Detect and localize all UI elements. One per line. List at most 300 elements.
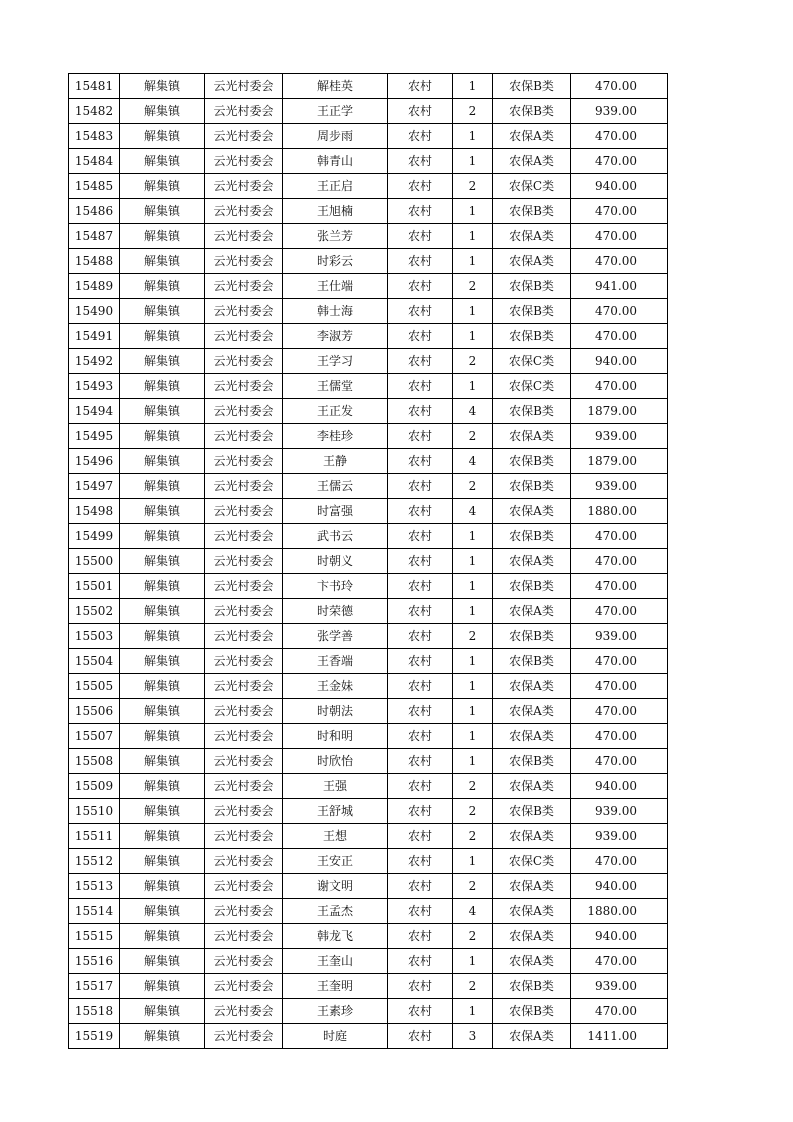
insurance-category-cell: 农保A类 — [493, 699, 571, 724]
amount-cell: 470.00 — [571, 149, 668, 174]
household-type-cell: 农村 — [388, 924, 453, 949]
table-row — [69, 949, 668, 974]
member-count-cell: 4 — [453, 399, 493, 424]
person-name-cell: 李淑芳 — [283, 324, 388, 349]
household-type-cell: 农村 — [388, 449, 453, 474]
member-count-cell: 2 — [453, 774, 493, 799]
amount-cell: 939.00 — [571, 424, 668, 449]
village-committee-cell: 云光村委会 — [205, 774, 283, 799]
town-cell: 解集镇 — [120, 299, 205, 324]
insurance-category-cell: 农保A类 — [493, 774, 571, 799]
table-row — [69, 674, 668, 699]
table-row — [69, 399, 668, 424]
table-row — [69, 899, 668, 924]
amount-cell: 470.00 — [571, 549, 668, 574]
household-type-cell: 农村 — [388, 524, 453, 549]
insurance-category-cell: 农保B类 — [493, 74, 571, 99]
town-cell: 解集镇 — [120, 824, 205, 849]
town-cell: 解集镇 — [120, 774, 205, 799]
record-number-cell: 15512 — [69, 849, 120, 874]
table-row — [69, 299, 668, 324]
village-committee-cell: 云光村委会 — [205, 799, 283, 824]
village-committee-cell: 云光村委会 — [205, 1024, 283, 1049]
amount-cell: 470.00 — [571, 649, 668, 674]
record-number-cell: 15494 — [69, 399, 120, 424]
town-cell: 解集镇 — [120, 74, 205, 99]
member-count-cell: 1 — [453, 224, 493, 249]
person-name-cell: 王想 — [283, 824, 388, 849]
person-name-cell: 王奎明 — [283, 974, 388, 999]
village-committee-cell: 云光村委会 — [205, 499, 283, 524]
town-cell: 解集镇 — [120, 324, 205, 349]
record-number-cell: 15502 — [69, 599, 120, 624]
village-committee-cell: 云光村委会 — [205, 324, 283, 349]
insurance-category-cell: 农保A类 — [493, 724, 571, 749]
insurance-category-cell: 农保A类 — [493, 424, 571, 449]
record-number-cell: 15504 — [69, 649, 120, 674]
person-name-cell: 王正学 — [283, 99, 388, 124]
person-name-cell: 周步雨 — [283, 124, 388, 149]
insurance-category-cell: 农保B类 — [493, 299, 571, 324]
record-number-cell: 15513 — [69, 874, 120, 899]
record-number-cell: 15499 — [69, 524, 120, 549]
table-row — [69, 974, 668, 999]
table-row — [69, 524, 668, 549]
member-count-cell: 4 — [453, 899, 493, 924]
table-row — [69, 499, 668, 524]
table-row — [69, 199, 668, 224]
person-name-cell: 王素珍 — [283, 999, 388, 1024]
member-count-cell: 1 — [453, 324, 493, 349]
person-name-cell: 王学习 — [283, 349, 388, 374]
insurance-category-cell: 农保A类 — [493, 874, 571, 899]
insurance-category-cell: 农保A类 — [493, 824, 571, 849]
amount-cell: 1880.00 — [571, 899, 668, 924]
amount-cell: 470.00 — [571, 524, 668, 549]
household-type-cell: 农村 — [388, 849, 453, 874]
insurance-category-cell: 农保C类 — [493, 349, 571, 374]
record-number-cell: 15515 — [69, 924, 120, 949]
member-count-cell: 1 — [453, 999, 493, 1024]
household-type-cell: 农村 — [388, 749, 453, 774]
village-committee-cell: 云光村委会 — [205, 474, 283, 499]
amount-cell: 1879.00 — [571, 449, 668, 474]
household-type-cell: 农村 — [388, 274, 453, 299]
table-row — [69, 624, 668, 649]
record-number-cell: 15481 — [69, 74, 120, 99]
household-type-cell: 农村 — [388, 299, 453, 324]
amount-cell: 939.00 — [571, 974, 668, 999]
amount-cell: 470.00 — [571, 849, 668, 874]
town-cell: 解集镇 — [120, 249, 205, 274]
person-name-cell: 王舒城 — [283, 799, 388, 824]
household-type-cell: 农村 — [388, 874, 453, 899]
town-cell: 解集镇 — [120, 574, 205, 599]
household-type-cell: 农村 — [388, 799, 453, 824]
village-committee-cell: 云光村委会 — [205, 599, 283, 624]
insurance-category-cell: 农保C类 — [493, 174, 571, 199]
member-count-cell: 2 — [453, 349, 493, 374]
table-body — [69, 74, 668, 1049]
village-committee-cell: 云光村委会 — [205, 349, 283, 374]
village-committee-cell: 云光村委会 — [205, 449, 283, 474]
household-type-cell: 农村 — [388, 824, 453, 849]
village-committee-cell: 云光村委会 — [205, 824, 283, 849]
amount-cell: 470.00 — [571, 999, 668, 1024]
member-count-cell: 1 — [453, 299, 493, 324]
amount-cell: 1411.00 — [571, 1024, 668, 1049]
amount-cell: 940.00 — [571, 924, 668, 949]
village-committee-cell: 云光村委会 — [205, 399, 283, 424]
member-count-cell: 1 — [453, 124, 493, 149]
record-number-cell: 15501 — [69, 574, 120, 599]
household-type-cell: 农村 — [388, 624, 453, 649]
record-number-cell: 15489 — [69, 274, 120, 299]
table-row — [69, 1024, 668, 1049]
amount-cell: 1880.00 — [571, 499, 668, 524]
person-name-cell: 王强 — [283, 774, 388, 799]
member-count-cell: 1 — [453, 524, 493, 549]
amount-cell: 470.00 — [571, 249, 668, 274]
table-row — [69, 99, 668, 124]
town-cell: 解集镇 — [120, 899, 205, 924]
record-number-cell: 15495 — [69, 424, 120, 449]
table-row — [69, 549, 668, 574]
household-type-cell: 农村 — [388, 499, 453, 524]
member-count-cell: 1 — [453, 649, 493, 674]
insurance-category-cell: 农保A类 — [493, 924, 571, 949]
person-name-cell: 时朝法 — [283, 699, 388, 724]
village-committee-cell: 云光村委会 — [205, 174, 283, 199]
table-row — [69, 824, 668, 849]
household-type-cell: 农村 — [388, 974, 453, 999]
table-row — [69, 324, 668, 349]
table-row — [69, 849, 668, 874]
person-name-cell: 王孟杰 — [283, 899, 388, 924]
amount-cell: 470.00 — [571, 699, 668, 724]
member-count-cell: 1 — [453, 374, 493, 399]
village-committee-cell: 云光村委会 — [205, 249, 283, 274]
insurance-category-cell: 农保B类 — [493, 999, 571, 1024]
record-number-cell: 15519 — [69, 1024, 120, 1049]
village-committee-cell: 云光村委会 — [205, 724, 283, 749]
village-committee-cell: 云光村委会 — [205, 924, 283, 949]
household-type-cell: 农村 — [388, 674, 453, 699]
member-count-cell: 2 — [453, 799, 493, 824]
insurance-category-cell: 农保A类 — [493, 149, 571, 174]
amount-cell: 470.00 — [571, 199, 668, 224]
record-number-cell: 15486 — [69, 199, 120, 224]
table-row — [69, 274, 668, 299]
insurance-category-cell: 农保B类 — [493, 274, 571, 299]
village-committee-cell: 云光村委会 — [205, 199, 283, 224]
person-name-cell: 王安正 — [283, 849, 388, 874]
record-number-cell: 15516 — [69, 949, 120, 974]
record-number-cell: 15497 — [69, 474, 120, 499]
person-name-cell: 武书云 — [283, 524, 388, 549]
insurance-category-cell: 农保A类 — [493, 549, 571, 574]
amount-cell: 470.00 — [571, 124, 668, 149]
table-row — [69, 449, 668, 474]
village-committee-cell: 云光村委会 — [205, 549, 283, 574]
table-row — [69, 924, 668, 949]
village-committee-cell: 云光村委会 — [205, 124, 283, 149]
village-committee-cell: 云光村委会 — [205, 424, 283, 449]
member-count-cell: 2 — [453, 474, 493, 499]
record-number-cell: 15503 — [69, 624, 120, 649]
amount-cell: 939.00 — [571, 99, 668, 124]
insurance-category-cell: 农保A类 — [493, 1024, 571, 1049]
table-row — [69, 649, 668, 674]
table-row — [69, 599, 668, 624]
town-cell: 解集镇 — [120, 499, 205, 524]
record-number-cell: 15511 — [69, 824, 120, 849]
household-type-cell: 农村 — [388, 599, 453, 624]
record-number-cell: 15506 — [69, 699, 120, 724]
table-row — [69, 149, 668, 174]
town-cell: 解集镇 — [120, 999, 205, 1024]
amount-cell: 470.00 — [571, 574, 668, 599]
insurance-category-cell: 农保A类 — [493, 249, 571, 274]
record-number-cell: 15488 — [69, 249, 120, 274]
insurance-category-cell: 农保C类 — [493, 374, 571, 399]
record-number-cell: 15493 — [69, 374, 120, 399]
village-committee-cell: 云光村委会 — [205, 899, 283, 924]
amount-cell: 939.00 — [571, 824, 668, 849]
village-committee-cell: 云光村委会 — [205, 674, 283, 699]
amount-cell: 939.00 — [571, 474, 668, 499]
insurance-category-cell: 农保B类 — [493, 324, 571, 349]
town-cell: 解集镇 — [120, 674, 205, 699]
town-cell: 解集镇 — [120, 199, 205, 224]
amount-cell: 470.00 — [571, 299, 668, 324]
record-number-cell: 15510 — [69, 799, 120, 824]
insurance-category-cell: 农保B类 — [493, 449, 571, 474]
village-committee-cell: 云光村委会 — [205, 749, 283, 774]
table-row — [69, 749, 668, 774]
member-count-cell: 2 — [453, 824, 493, 849]
record-number-cell: 15484 — [69, 149, 120, 174]
record-number-cell: 15518 — [69, 999, 120, 1024]
amount-cell: 941.00 — [571, 274, 668, 299]
person-name-cell: 卞书玲 — [283, 574, 388, 599]
table-row — [69, 574, 668, 599]
town-cell: 解集镇 — [120, 799, 205, 824]
household-type-cell: 农村 — [388, 949, 453, 974]
amount-cell: 939.00 — [571, 624, 668, 649]
household-type-cell: 农村 — [388, 174, 453, 199]
person-name-cell: 时富强 — [283, 499, 388, 524]
insurance-category-cell: 农保A类 — [493, 899, 571, 924]
person-name-cell: 时朝义 — [283, 549, 388, 574]
member-count-cell: 2 — [453, 874, 493, 899]
person-name-cell: 时欣怡 — [283, 749, 388, 774]
household-type-cell: 农村 — [388, 1024, 453, 1049]
village-committee-cell: 云光村委会 — [205, 874, 283, 899]
town-cell: 解集镇 — [120, 374, 205, 399]
town-cell: 解集镇 — [120, 1024, 205, 1049]
record-number-cell: 15505 — [69, 674, 120, 699]
member-count-cell: 1 — [453, 749, 493, 774]
member-count-cell: 2 — [453, 424, 493, 449]
town-cell: 解集镇 — [120, 949, 205, 974]
person-name-cell: 韩青山 — [283, 149, 388, 174]
insurance-category-cell: 农保B类 — [493, 974, 571, 999]
person-name-cell: 王儒堂 — [283, 374, 388, 399]
record-number-cell: 15496 — [69, 449, 120, 474]
benefit-table — [68, 73, 668, 1049]
member-count-cell: 1 — [453, 599, 493, 624]
member-count-cell: 1 — [453, 849, 493, 874]
member-count-cell: 1 — [453, 249, 493, 274]
record-number-cell: 15517 — [69, 974, 120, 999]
town-cell: 解集镇 — [120, 474, 205, 499]
amount-cell: 470.00 — [571, 224, 668, 249]
household-type-cell: 农村 — [388, 224, 453, 249]
insurance-category-cell: 农保B类 — [493, 749, 571, 774]
village-committee-cell: 云光村委会 — [205, 74, 283, 99]
village-committee-cell: 云光村委会 — [205, 949, 283, 974]
person-name-cell: 张学善 — [283, 624, 388, 649]
amount-cell: 470.00 — [571, 324, 668, 349]
record-number-cell: 15491 — [69, 324, 120, 349]
member-count-cell: 1 — [453, 199, 493, 224]
village-committee-cell: 云光村委会 — [205, 624, 283, 649]
member-count-cell: 1 — [453, 574, 493, 599]
village-committee-cell: 云光村委会 — [205, 99, 283, 124]
village-committee-cell: 云光村委会 — [205, 849, 283, 874]
town-cell: 解集镇 — [120, 849, 205, 874]
town-cell: 解集镇 — [120, 274, 205, 299]
household-type-cell: 农村 — [388, 349, 453, 374]
member-count-cell: 1 — [453, 949, 493, 974]
insurance-category-cell: 农保B类 — [493, 524, 571, 549]
insurance-category-cell: 农保B类 — [493, 799, 571, 824]
village-committee-cell: 云光村委会 — [205, 374, 283, 399]
insurance-category-cell: 农保B类 — [493, 399, 571, 424]
record-number-cell: 15498 — [69, 499, 120, 524]
town-cell: 解集镇 — [120, 724, 205, 749]
village-committee-cell: 云光村委会 — [205, 274, 283, 299]
household-type-cell: 农村 — [388, 199, 453, 224]
town-cell: 解集镇 — [120, 149, 205, 174]
person-name-cell: 张兰芳 — [283, 224, 388, 249]
person-name-cell: 王正发 — [283, 399, 388, 424]
town-cell: 解集镇 — [120, 399, 205, 424]
village-committee-cell: 云光村委会 — [205, 149, 283, 174]
household-type-cell: 农村 — [388, 899, 453, 924]
member-count-cell: 2 — [453, 924, 493, 949]
household-type-cell: 农村 — [388, 424, 453, 449]
member-count-cell: 3 — [453, 1024, 493, 1049]
person-name-cell: 时和明 — [283, 724, 388, 749]
amount-cell: 940.00 — [571, 174, 668, 199]
insurance-category-cell: 农保A类 — [493, 224, 571, 249]
household-type-cell: 农村 — [388, 249, 453, 274]
amount-cell: 940.00 — [571, 874, 668, 899]
town-cell: 解集镇 — [120, 699, 205, 724]
village-committee-cell: 云光村委会 — [205, 974, 283, 999]
amount-cell: 470.00 — [571, 599, 668, 624]
record-number-cell: 15483 — [69, 124, 120, 149]
household-type-cell: 农村 — [388, 699, 453, 724]
town-cell: 解集镇 — [120, 599, 205, 624]
household-type-cell: 农村 — [388, 999, 453, 1024]
amount-cell: 470.00 — [571, 674, 668, 699]
person-name-cell: 王儒云 — [283, 474, 388, 499]
household-type-cell: 农村 — [388, 124, 453, 149]
village-committee-cell: 云光村委会 — [205, 699, 283, 724]
amount-cell: 470.00 — [571, 74, 668, 99]
table-row — [69, 249, 668, 274]
insurance-category-cell: 农保B类 — [493, 474, 571, 499]
person-name-cell: 王仕端 — [283, 274, 388, 299]
household-type-cell: 农村 — [388, 149, 453, 174]
table-row — [69, 874, 668, 899]
insurance-category-cell: 农保A类 — [493, 949, 571, 974]
town-cell: 解集镇 — [120, 749, 205, 774]
household-type-cell: 农村 — [388, 99, 453, 124]
town-cell: 解集镇 — [120, 549, 205, 574]
town-cell: 解集镇 — [120, 874, 205, 899]
person-name-cell: 谢文明 — [283, 874, 388, 899]
table-row — [69, 74, 668, 99]
table-row — [69, 374, 668, 399]
table-row — [69, 424, 668, 449]
insurance-category-cell: 农保A类 — [493, 499, 571, 524]
person-name-cell: 王静 — [283, 449, 388, 474]
household-type-cell: 农村 — [388, 774, 453, 799]
record-number-cell: 15485 — [69, 174, 120, 199]
person-name-cell: 时荣德 — [283, 599, 388, 624]
town-cell: 解集镇 — [120, 124, 205, 149]
amount-cell: 470.00 — [571, 374, 668, 399]
table-row — [69, 474, 668, 499]
village-committee-cell: 云光村委会 — [205, 299, 283, 324]
amount-cell: 1879.00 — [571, 399, 668, 424]
town-cell: 解集镇 — [120, 924, 205, 949]
member-count-cell: 1 — [453, 699, 493, 724]
insurance-category-cell: 农保A类 — [493, 674, 571, 699]
member-count-cell: 1 — [453, 549, 493, 574]
table-row — [69, 999, 668, 1024]
record-number-cell: 15500 — [69, 549, 120, 574]
table-row — [69, 799, 668, 824]
amount-cell: 939.00 — [571, 799, 668, 824]
household-type-cell: 农村 — [388, 724, 453, 749]
household-type-cell: 农村 — [388, 324, 453, 349]
member-count-cell: 1 — [453, 74, 493, 99]
member-count-cell: 1 — [453, 674, 493, 699]
table-row — [69, 174, 668, 199]
town-cell: 解集镇 — [120, 649, 205, 674]
table-row — [69, 699, 668, 724]
record-number-cell: 15492 — [69, 349, 120, 374]
record-number-cell: 15507 — [69, 724, 120, 749]
person-name-cell: 李桂珍 — [283, 424, 388, 449]
household-type-cell: 农村 — [388, 574, 453, 599]
member-count-cell: 2 — [453, 974, 493, 999]
town-cell: 解集镇 — [120, 99, 205, 124]
person-name-cell: 王香端 — [283, 649, 388, 674]
member-count-cell: 1 — [453, 149, 493, 174]
town-cell: 解集镇 — [120, 349, 205, 374]
table-row — [69, 224, 668, 249]
amount-cell: 940.00 — [571, 774, 668, 799]
person-name-cell: 王金妹 — [283, 674, 388, 699]
member-count-cell: 4 — [453, 449, 493, 474]
household-type-cell: 农村 — [388, 474, 453, 499]
